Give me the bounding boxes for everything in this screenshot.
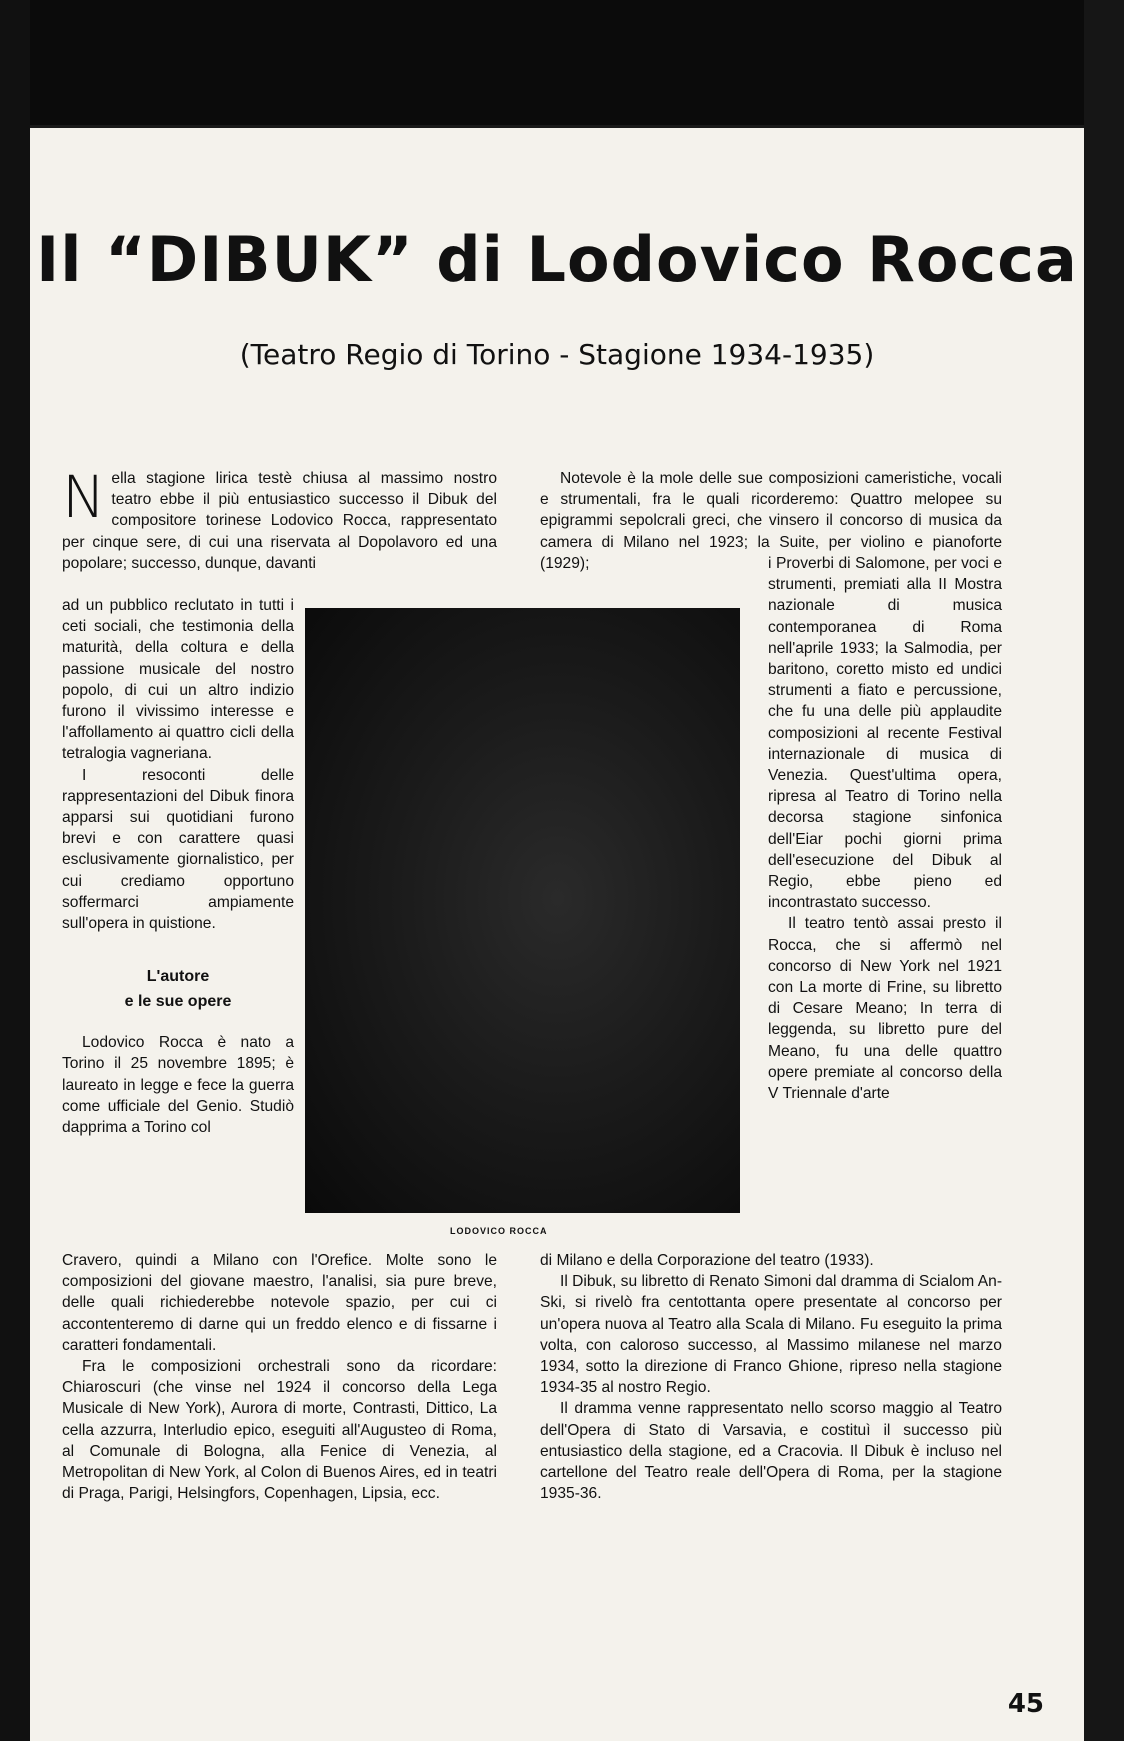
left-column-bottom — [62, 1250, 497, 1504]
scan-dark-right-edge — [1084, 0, 1124, 1741]
paragraph-biography-cont: Cravero, quindi a Milano con l'Orefice. Molte sono le composizioni del giovane maestro, l'analisi, sia pure breve, delle quali richiederebbe notevole spazio, per cui ci accontenteremo di darne qui un freddo elenco e di fissarne i caratteri fondamentali. — [62, 1252, 497, 1354]
magazine-page — [30, 128, 1084, 1741]
paragraph-theatre: Il teatro tentò assai presto il Rocca, che si affermò nel concorso di New York nel 1921 con La morte di Frine, su libretto di Cesare Meano; In terra di leggenda, su libretto pure del Meano, fu una delle quattro opere premiate al concorso della V Triennale d'arte — [768, 915, 1002, 1103]
paragraph-dibuk: Il Dibuk, su libretto di Renato Simoni dal dramma di Scialom An-Ski, si rivelò fra centottanta opere presentate al concorso per un'opera nuova al Teatro alla Scala di Milano. Fu eseguito la prima volta, con caloroso successo, al Massimo milanese nel marzo 1934, sotto la direzione di Franco Ghione, ripreso nella stagione 1934-35 al nostro Regio. — [540, 1273, 1003, 1397]
scan-dark-left-edge — [0, 0, 30, 1741]
paragraph-warsaw: Il dramma venne rappresentato nello scorso maggio al Teatro dell'Opera di Stato di Varsavia, e costituì il successo più entusiastico della stagione, ed a Cracovia. Il Dibuk è incluso nel cartellone del Teatro reale dell'Opera di Roma, per la stagione 1935-36. — [540, 1400, 1002, 1503]
paragraph-biography: Lodovico Rocca è nato a Torino il 25 novembre 1895; è laureato in legge e fece la guerra come ufficiale del Genio. Studiò dapprima a Torino col — [62, 1034, 294, 1137]
photo-caption: LODOVICO ROCCA — [450, 1226, 548, 1236]
section-heading — [62, 964, 294, 1014]
scan-dark-top-edge — [0, 0, 1124, 125]
right-column-narrow — [768, 553, 1002, 1104]
article-title: Il “DIBUK” di Lodovico Rocca — [36, 223, 1078, 296]
right-column-bottom — [540, 1250, 1002, 1504]
portrait-photo — [305, 608, 740, 1213]
paragraph-theatre-cont: di Milano e della Corporazione del teatro (1933). — [540, 1252, 874, 1269]
left-column — [62, 463, 497, 574]
paragraph-chamber-cont: i Proverbi di Salomone, per voci e strumenti, premiati alla II Mostra nazionale di musica contemporanea di Roma nell'aprile 1933; la Salmodia, per baritono, coretto misto ed undici strumenti a fiato e percussione, che fu una delle più applaudite composizioni al recente Festival internazionale di musica di Venezia. Quest'ultima opera, ripresa al Teatro di Torino nella decorsa stagione sinfonica dell'Eiar pochi giorni prima dell'esecuzione del Dibuk al Regio, ebbe pieno ed incontrastato successo. — [768, 555, 1002, 912]
paragraph-reports: I resoconti delle rappresentazioni del Dibuk finora apparsi sui quotidiani furono brevi e con carattere quasi esclusivamente giornalistico, per cui crediamo opportuno soffermarci ampiamente sull'opera in quistione. — [62, 766, 294, 933]
left-column-narrow — [62, 595, 294, 1138]
drop-cap: N — [62, 463, 106, 531]
intro-paragraph: ella stagione lirica testè chiusa al massimo nostro teatro ebbe il più entusiastico successo il Dibuk del compositore torinese Lodovico Rocca, rappresentato per cinque sere, di cui una riservata al Dopolavoro ed una popolare; successo, dunque, davanti — [62, 470, 497, 572]
page-number: 45 — [1007, 1689, 1044, 1719]
paragraph-chamber: Notevole è la mole delle sue composizioni cameristiche, vocali e strumentali, fra le quali ricorderemo: Quattro melopee su epigrammi sepolcrali greci, che vinsero il concorso di musica da camera di Milano nel 1923; la Suite, per violino e pianoforte (1929); — [540, 470, 1002, 572]
paragraph-public: ad un pubblico reclutato in tutti i ceti sociali, che testimonia della maturità, della coltura e della passione musicale del nostro popolo, di cui un altro indizio furono il vivissimo interesse e l'affollamento ai quattro cicli della tetralogia vagneriana. — [62, 597, 294, 763]
paragraph-orchestral: Fra le composizioni orchestrali sono da ricordare: Chiaroscuri (che vinse nel 1924 il concorso della Lega Musicale di New York), Aurora di morte, Contrasti, Dittico, La cella azzurra, Interludio epico, eseguiti all'Augusteo di Roma, al Comunale di Bologna, alla Fenice di Venezia, al Metropolitan di New York, al Colon di Buenos Aires, ed in teatri di Praga, Parigi, Helsingfors, Copenhagen, Lipsia, ecc. — [62, 1358, 497, 1503]
section-heading-line-1: L'autore — [146, 968, 210, 986]
article-subtitle: (Teatro Regio di Torino - Stagione 1934-1935) — [239, 338, 875, 371]
section-heading-line-2: e le sue opere — [124, 993, 232, 1011]
